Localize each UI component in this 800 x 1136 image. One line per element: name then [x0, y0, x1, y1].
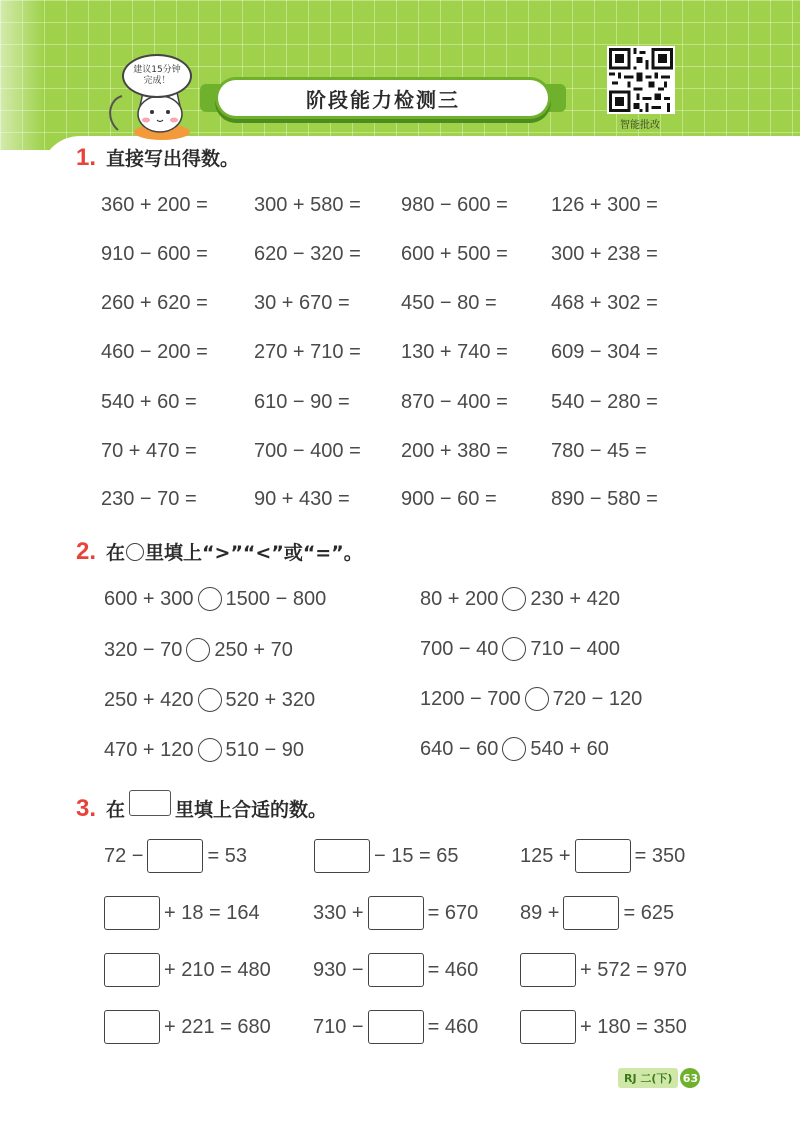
fill-item — [310, 839, 459, 873]
calc-item: 260 + 620 = — [101, 292, 208, 314]
compare-left: 320 − 70 — [104, 638, 183, 661]
fill-item — [516, 953, 687, 987]
answer-box[interactable] — [314, 839, 370, 873]
fill-item — [104, 839, 247, 873]
calc-item: 540 − 280 = — [551, 391, 658, 413]
fill-item — [313, 1010, 478, 1044]
calc-item: 700 − 400 = — [254, 440, 361, 462]
section2-heading — [76, 538, 363, 566]
fill-item — [516, 1010, 687, 1044]
speech-bubble — [122, 54, 192, 98]
calc-item: 870 − 400 = — [401, 391, 508, 413]
compare-right: 710 − 400 — [530, 637, 620, 660]
calc-item: 30 + 670 = — [254, 292, 350, 314]
compare-right: 520 + 320 — [225, 688, 316, 711]
compare-circle[interactable] — [198, 688, 222, 712]
calc-item: 126 + 300 = — [551, 194, 658, 216]
compare-circle[interactable] — [502, 737, 526, 761]
calc-item: 910 − 600 = — [101, 243, 208, 265]
fill-post: + 210 = 480 — [164, 958, 271, 981]
compare-left: 250 + 420 — [104, 688, 194, 711]
compare-item — [420, 737, 609, 761]
compare-item — [104, 587, 326, 611]
compare-right: 510 − 90 — [225, 738, 304, 761]
section3-heading — [76, 790, 327, 823]
compare-item — [420, 587, 620, 611]
calc-item: 70 + 470 = — [101, 440, 197, 462]
fill-item — [520, 839, 685, 873]
compare-item — [104, 688, 315, 712]
fill-post: + 572 = 970 — [580, 958, 687, 981]
fill-item — [520, 896, 674, 930]
compare-left: 700 − 40 — [420, 637, 499, 660]
title-pill — [218, 80, 548, 116]
answer-box[interactable] — [368, 896, 424, 930]
fill-pre: 930 − — [313, 958, 364, 981]
calc-item: 300 + 580 = — [254, 194, 361, 216]
fill-post: = 625 — [623, 901, 675, 924]
calc-item: 460 − 200 = — [101, 341, 208, 363]
fill-item — [313, 896, 478, 930]
page-number: 63 — [680, 1068, 700, 1088]
calc-item: 270 + 710 = — [254, 341, 361, 363]
answer-box[interactable] — [147, 839, 203, 873]
answer-box[interactable] — [368, 953, 424, 987]
fill-pre: 710 − — [313, 1015, 364, 1038]
circle-symbol-icon — [126, 543, 144, 561]
compare-left: 80 + 200 — [420, 587, 499, 610]
calc-item: 360 + 200 = — [101, 194, 208, 216]
qr-label: 智能批改 — [620, 120, 660, 131]
page-footer — [618, 1068, 700, 1088]
compare-left: 640 − 60 — [420, 737, 499, 760]
box-symbol-icon — [129, 790, 171, 816]
section2-title-post: 里填上“>”“<”或“=”。 — [145, 542, 363, 564]
fill-pre: 89 + — [520, 901, 560, 924]
calc-item: 609 − 304 = — [551, 341, 658, 363]
compare-circle[interactable] — [198, 587, 222, 611]
calc-item: 200 + 380 = — [401, 440, 508, 462]
fill-item — [100, 1010, 271, 1044]
section1-title: 直接写出得数。 — [106, 148, 240, 170]
calc-item: 610 − 90 = — [254, 391, 350, 413]
answer-box[interactable] — [520, 953, 576, 987]
fill-post: + 180 = 350 — [580, 1015, 687, 1038]
compare-left: 1200 − 700 — [420, 687, 521, 710]
fill-pre: 330 + — [313, 901, 364, 924]
answer-box[interactable] — [104, 953, 160, 987]
qr-code-icon — [609, 48, 673, 112]
section3-number: 3. — [76, 795, 97, 822]
header-edge — [0, 0, 44, 150]
section1-heading — [76, 144, 239, 172]
compare-item — [420, 687, 642, 711]
answer-box[interactable] — [563, 896, 619, 930]
fill-post: − 15 = 65 — [374, 844, 459, 867]
section2-number: 2. — [76, 538, 97, 565]
calc-item: 600 + 500 = — [401, 243, 508, 265]
fill-post: = 670 — [427, 901, 479, 924]
compare-left: 470 + 120 — [104, 738, 194, 761]
section3-title-post: 里填上合适的数。 — [175, 799, 328, 821]
compare-right: 540 + 60 — [530, 737, 609, 760]
fill-item — [100, 953, 271, 987]
calc-item: 540 + 60 = — [101, 391, 197, 413]
calc-item: 450 − 80 = — [401, 292, 497, 314]
calc-item: 620 − 320 = — [254, 243, 361, 265]
section3-title-pre: 在 — [106, 799, 126, 821]
fill-item — [313, 953, 478, 987]
fill-post: = 53 — [207, 844, 247, 867]
fill-post: = 460 — [427, 958, 479, 981]
page-title: 阶段能力检测三 — [306, 87, 460, 112]
compare-circle[interactable] — [502, 637, 526, 661]
answer-box[interactable] — [575, 839, 631, 873]
compare-right: 230 + 420 — [530, 587, 620, 610]
answer-box[interactable] — [104, 896, 160, 930]
fill-post: + 18 = 164 — [164, 901, 260, 924]
fill-post: = 460 — [427, 1015, 479, 1038]
fill-pre: 125 + — [520, 844, 571, 867]
answer-box[interactable] — [520, 1010, 576, 1044]
compare-circle[interactable] — [198, 738, 222, 762]
compare-item — [104, 638, 293, 662]
calc-item: 468 + 302 = — [551, 292, 658, 314]
section2-title-pre: 在 — [106, 542, 126, 564]
compare-circle[interactable] — [502, 587, 526, 611]
calc-item: 300 + 238 = — [551, 243, 658, 265]
compare-item — [420, 637, 620, 661]
compare-item — [104, 738, 304, 762]
fill-post: + 221 = 680 — [164, 1015, 271, 1038]
section1-number: 1. — [76, 144, 97, 171]
compare-right: 720 − 120 — [552, 687, 643, 710]
fill-post: = 350 — [634, 844, 686, 867]
fill-pre: 72 − — [104, 844, 144, 867]
book-tag: RJ 二(下) — [618, 1068, 678, 1088]
compare-circle[interactable] — [525, 687, 549, 711]
qr-code[interactable] — [607, 46, 675, 114]
calc-item: 780 − 45 = — [551, 440, 647, 462]
calc-item: 900 − 60 = — [401, 488, 497, 510]
compare-left: 600 + 300 — [104, 587, 194, 610]
compare-right: 1500 − 800 — [225, 587, 327, 610]
calc-item: 980 − 600 = — [401, 194, 508, 216]
compare-circle[interactable] — [186, 638, 210, 662]
answer-box[interactable] — [104, 1010, 160, 1044]
answer-box[interactable] — [368, 1010, 424, 1044]
fill-item — [100, 896, 260, 930]
calc-item: 130 + 740 = — [401, 341, 508, 363]
calc-item: 230 − 70 = — [101, 488, 197, 510]
bubble-text: 建议15分钟完成！ — [133, 65, 181, 86]
compare-right: 250 + 70 — [214, 638, 293, 661]
calc-item: 890 − 580 = — [551, 488, 658, 510]
calc-item: 90 + 430 = — [254, 488, 350, 510]
